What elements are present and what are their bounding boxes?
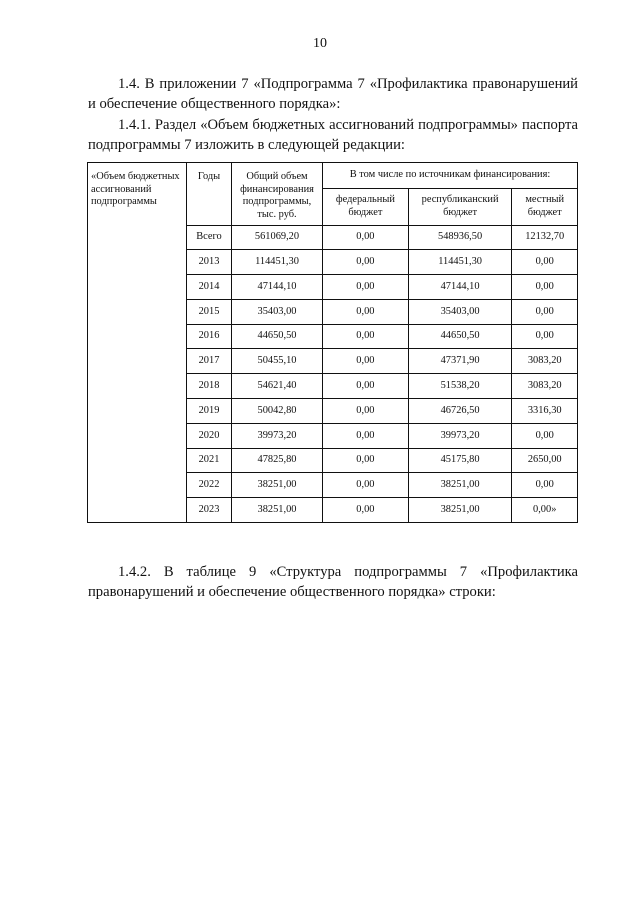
cell-year: 2016 [187, 324, 232, 349]
cell-year: 2017 [187, 349, 232, 374]
cell-local: 0,00 [512, 250, 578, 275]
cell-local: 3316,30 [512, 399, 578, 424]
cell-year: 2020 [187, 423, 232, 448]
cell-federal: 0,00 [323, 324, 409, 349]
cell-republican: 46726,50 [408, 399, 512, 424]
cell-total: 50455,10 [232, 349, 323, 374]
table-header-row [88, 163, 578, 189]
cell-federal: 0,00 [323, 399, 409, 424]
table-label-continuation [88, 250, 187, 275]
cell-total: 35403,00 [232, 299, 323, 324]
cell-republican: 47371,90 [408, 349, 512, 374]
cell-year: 2013 [187, 250, 232, 275]
table-label-continuation [88, 324, 187, 349]
table-label-continuation [88, 299, 187, 324]
header-republican: республиканский бюджет [408, 188, 512, 225]
table-label-continuation [88, 275, 187, 300]
cell-republican: 548936,50 [408, 225, 512, 250]
paragraph-1-4-2-text: 1.4.2. В таблице 9 «Структура подпрограммы 7 «Профилактика правонарушений и обеспечение общественного порядка» строки: [88, 564, 578, 600]
table-row [88, 473, 578, 498]
cell-total: 47144,10 [232, 275, 323, 300]
paragraph-1-4-text: 1.4. В приложении 7 «Подпрограмма 7 «Профилактика правонарушений и обеспечение общественного порядка»: [88, 76, 578, 112]
cell-year: 2014 [187, 275, 232, 300]
table-label-continuation [88, 374, 187, 399]
header-sources: В том числе по источникам финансирования: [323, 163, 578, 189]
cell-year: 2023 [187, 498, 232, 523]
cell-total: 561069,20 [232, 225, 323, 250]
cell-local: 12132,70 [512, 225, 578, 250]
table-row [88, 399, 578, 424]
cell-federal: 0,00 [323, 275, 409, 300]
table-row [88, 349, 578, 374]
cell-federal: 0,00 [323, 473, 409, 498]
cell-year: 2018 [187, 374, 232, 399]
cell-republican: 39973,20 [408, 423, 512, 448]
cell-federal: 0,00 [323, 448, 409, 473]
cell-federal: 0,00 [323, 423, 409, 448]
header-local: местный бюджет [512, 188, 578, 225]
cell-republican: 38251,00 [408, 498, 512, 523]
cell-total: 38251,00 [232, 498, 323, 523]
cell-total: 54621,40 [232, 374, 323, 399]
cell-republican: 45175,80 [408, 448, 512, 473]
cell-federal: 0,00 [323, 498, 409, 523]
table-label-continuation [88, 225, 187, 250]
cell-year: Всего [187, 225, 232, 250]
cell-republican: 35403,00 [408, 299, 512, 324]
cell-republican: 114451,30 [408, 250, 512, 275]
table-row [88, 225, 578, 250]
cell-total: 114451,30 [232, 250, 323, 275]
table-row [88, 299, 578, 324]
table-row [88, 250, 578, 275]
cell-total: 44650,50 [232, 324, 323, 349]
table-row [88, 275, 578, 300]
table-label: «Объем бюджетных ассигнований подпрограммы [91, 171, 180, 207]
cell-republican: 51538,20 [408, 374, 512, 399]
paragraph-1-4-1-text: 1.4.1. Раздел «Объем бюджетных ассигнований подпрограммы» паспорта подпрограммы 7 изложить в следующей редакции: [88, 117, 578, 153]
cell-republican: 38251,00 [408, 473, 512, 498]
cell-federal: 0,00 [323, 374, 409, 399]
cell-local: 0,00 [512, 275, 578, 300]
cell-local: 0,00 [512, 423, 578, 448]
table-row [88, 324, 578, 349]
paragraph-1-4-1 [88, 115, 578, 155]
cell-republican: 47144,10 [408, 275, 512, 300]
table-label-continuation [88, 349, 187, 374]
table-label-cell [88, 163, 187, 226]
cell-local: 3083,20 [512, 374, 578, 399]
cell-federal: 0,00 [323, 349, 409, 374]
header-federal: федеральный бюджет [323, 188, 409, 225]
cell-total: 39973,20 [232, 423, 323, 448]
cell-total: 38251,00 [232, 473, 323, 498]
table-label-continuation [88, 448, 187, 473]
table-row [88, 498, 578, 523]
cell-year: 2019 [187, 399, 232, 424]
table-label-continuation [88, 498, 187, 523]
table-label-continuation [88, 399, 187, 424]
cell-year: 2022 [187, 473, 232, 498]
cell-local: 0,00 [512, 473, 578, 498]
cell-local: 2650,00 [512, 448, 578, 473]
page-number: 10 [313, 36, 327, 51]
cell-total: 47825,80 [232, 448, 323, 473]
table-label-continuation [88, 423, 187, 448]
cell-local: 0,00» [512, 498, 578, 523]
header-years: Годы [187, 163, 232, 226]
header-total: Общий объем финансирования подпрограммы, тыс. руб. [232, 163, 323, 226]
table-row [88, 374, 578, 399]
table-row [88, 423, 578, 448]
table-row [88, 448, 578, 473]
cell-year: 2021 [187, 448, 232, 473]
cell-year: 2015 [187, 299, 232, 324]
cell-local: 3083,20 [512, 349, 578, 374]
cell-federal: 0,00 [323, 299, 409, 324]
cell-federal: 0,00 [323, 250, 409, 275]
paragraph-1-4-2 [88, 562, 578, 602]
cell-federal: 0,00 [323, 225, 409, 250]
cell-republican: 44650,50 [408, 324, 512, 349]
cell-total: 50042,80 [232, 399, 323, 424]
cell-local: 0,00 [512, 324, 578, 349]
paragraph-1-4 [88, 74, 578, 114]
cell-local: 0,00 [512, 299, 578, 324]
table-label-continuation [88, 473, 187, 498]
budget-table [87, 162, 578, 523]
